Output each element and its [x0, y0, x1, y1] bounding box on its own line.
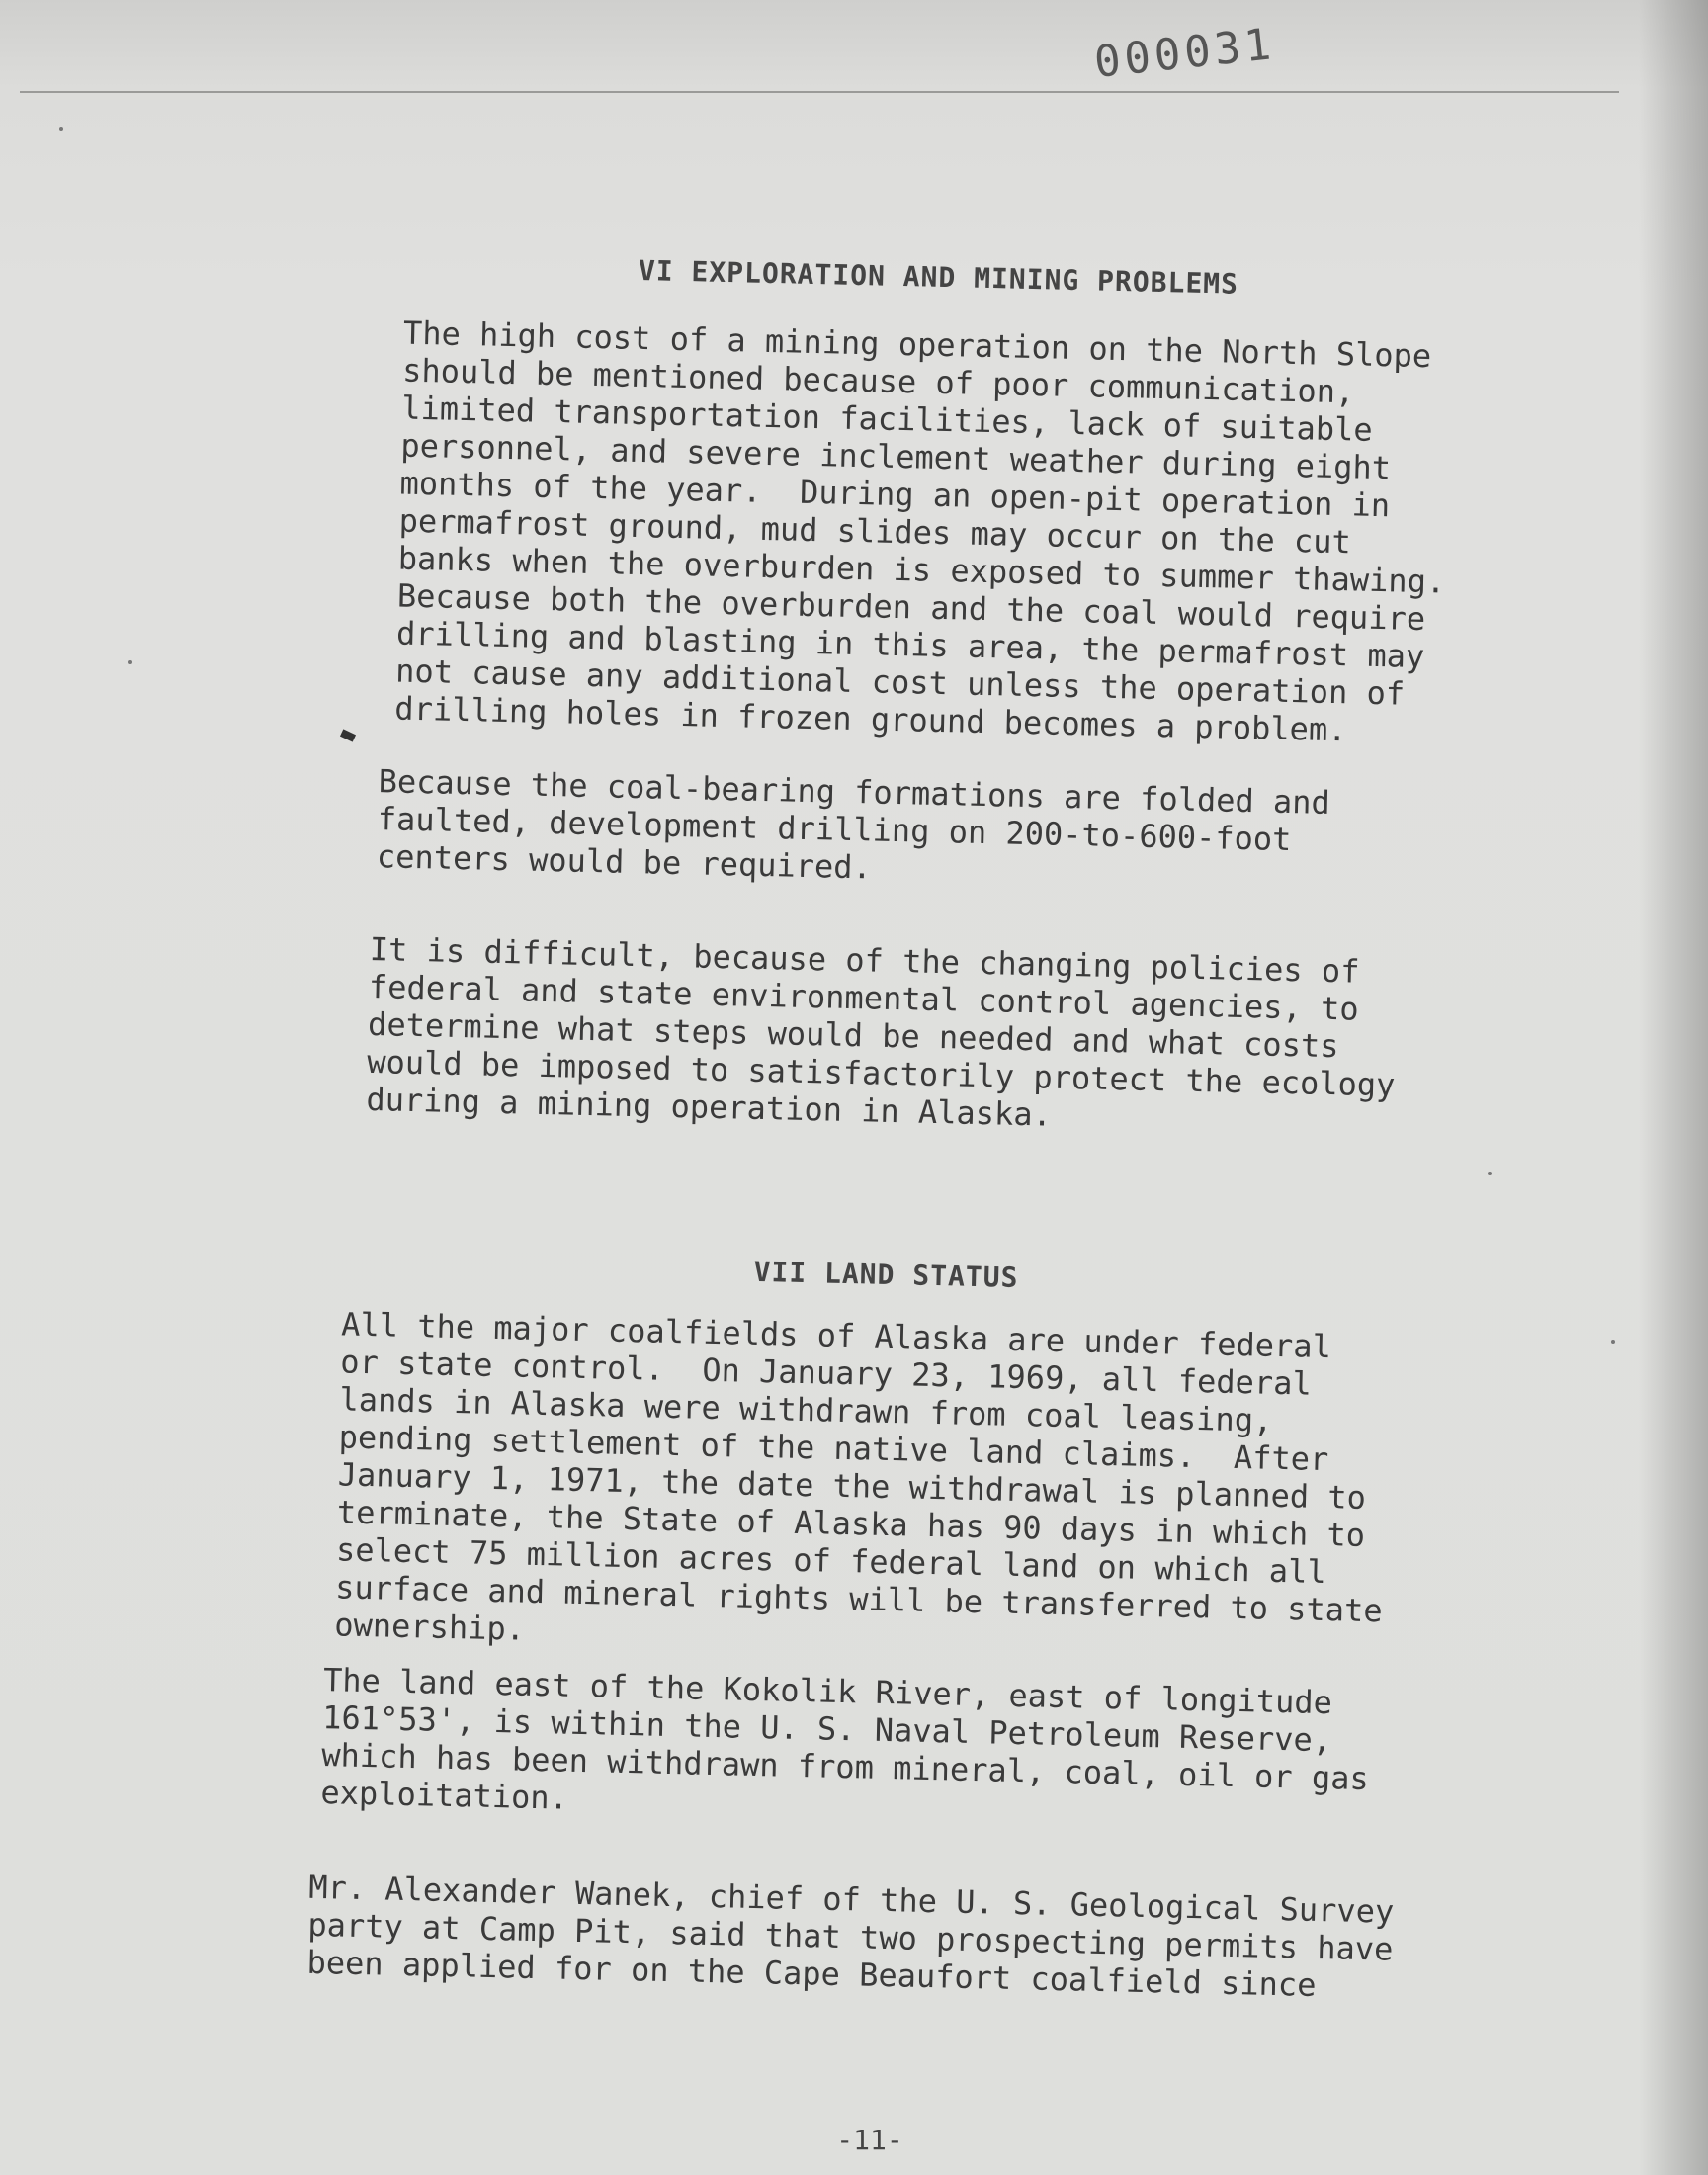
ink-mark	[340, 729, 356, 741]
paragraph: Because the coal-bearing formations are folded and faulted, development drilling on 200-to-600-foot centers would be required.	[376, 762, 1331, 887]
page-edge-shadow	[1639, 0, 1708, 2175]
speck	[59, 127, 63, 130]
paragraph: Mr. Alexander Wanek, chief of the U. S. Geological Survey party at Camp Pit, said that two prospecting permits have been applied for on the Cape Beaufort coalfield since	[306, 1868, 1395, 2004]
paragraph: The high cost of a mining operation on the North Slope should be mentioned because of poor communication, limited transportation facilities, lack of suitable personnel, and severe inclement weather during eight months of the year. During an open-pit operation in permafrost ground, mud slides may occur on the cut banks when the overburden is exposed to summer thawing. Because both the overburden and the coal would require drilling and blasting in this area, the permafrost may not cause any additional cost unless the operation of drilling holes in frozen ground becomes a problem.	[394, 313, 1446, 749]
speck	[128, 660, 132, 664]
section-heading: VI EXPLORATION AND MINING PROBLEMS	[638, 253, 1239, 301]
document-stamp-number: 000031	[1091, 19, 1277, 88]
section-land-status	[312, 1246, 1459, 1304]
paragraph: All the major coalfields of Alaska are under federal or state control. On January 23, 1969, all federal lands in Alaska were withdrawn from coal leasing, pending settlement of the native land claims. After January 1, 1971, the date the withdrawal is planned to terminate, the State of Alaska has 90 days in which to select 75 million acres of federal land on which all surface and mineral rights will be transferred to state ownership.	[333, 1305, 1384, 1648]
page-number: -11-	[836, 2124, 903, 2156]
speck	[1488, 1172, 1492, 1175]
speck	[1611, 1340, 1615, 1344]
top-rule	[20, 91, 1619, 93]
paragraph: It is difficult, because of the changing policies of federal and state environmental control agencies, to determine what steps would be needed and what costs would be imposed to satisfactorily protect the ecology during a mining operation in Alaska.	[366, 929, 1396, 1134]
document-body	[306, 247, 1483, 2004]
section-exploration-mining	[335, 247, 1482, 305]
section-heading: VII LAND STATUS	[753, 1255, 1019, 1294]
paragraph: The land east of the Kokolik River, east of longitude 161°53', is within the U. S. Naval Petroleum Reserve, which has been withdrawn from mineral, coal, oil or gas exploitation.	[320, 1661, 1370, 1817]
